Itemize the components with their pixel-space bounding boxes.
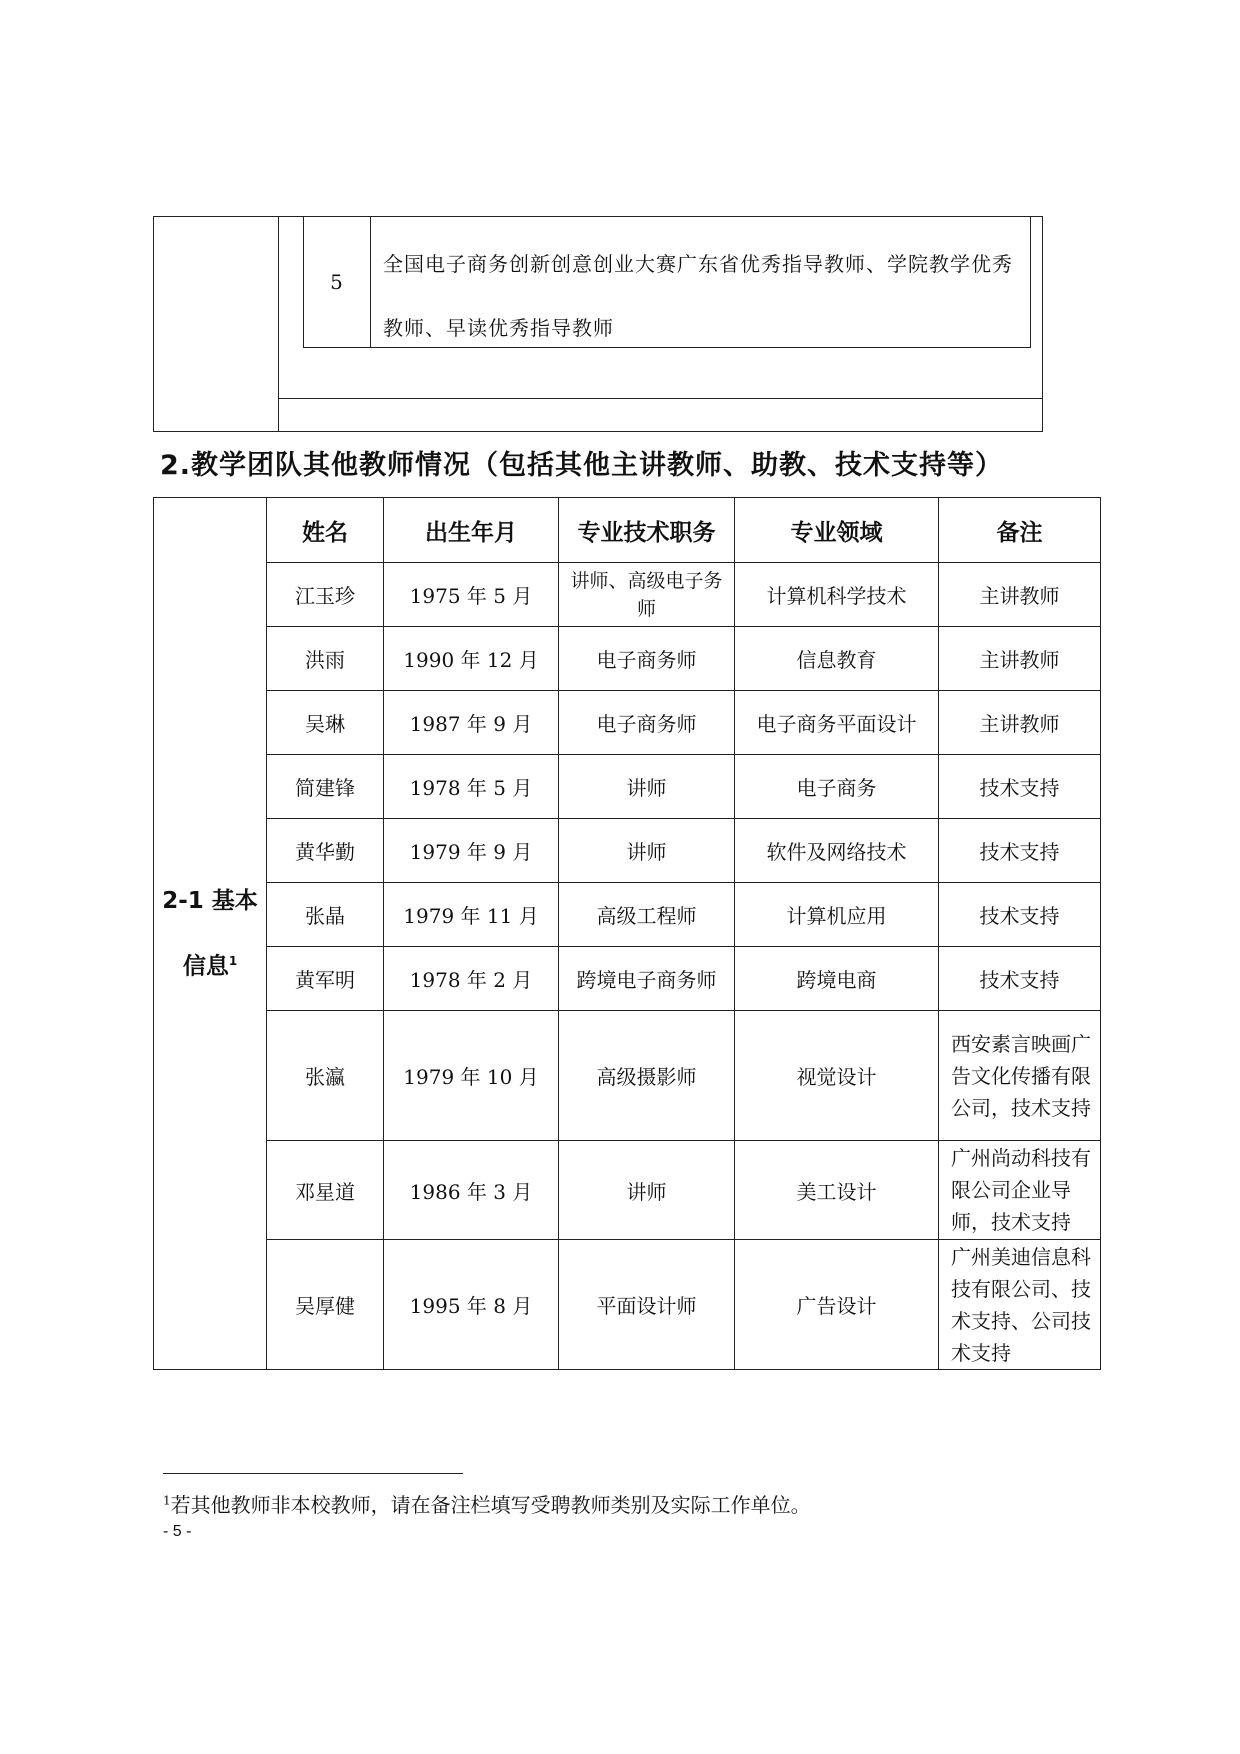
cell-title: 高级摄影师 [559, 1011, 735, 1141]
header-birth: 出生年月 [384, 498, 559, 563]
cell-birth: 1978 年 5 月 [384, 755, 559, 819]
cell-birth: 1990 年 12 月 [384, 627, 559, 691]
table-row [154, 883, 1101, 947]
cell-name: 江玉珍 [267, 563, 384, 627]
cell-name: 张瀛 [267, 1011, 384, 1141]
cell-note: 技术支持 [939, 819, 1101, 883]
table-row [154, 627, 1101, 691]
cell-note: 技术支持 [939, 947, 1101, 1011]
header-title: 专业技术职务 [559, 498, 735, 563]
cell-field: 广告设计 [735, 1240, 939, 1370]
table-row [154, 947, 1101, 1011]
cell-name: 吴琳 [267, 691, 384, 755]
cell-birth: 1975 年 5 月 [384, 563, 559, 627]
page-number: - 5 - [163, 1523, 192, 1540]
cell-title: 讲师 [559, 755, 735, 819]
cell-field: 电子商务 [735, 755, 939, 819]
cell-note: 主讲教师 [939, 563, 1101, 627]
cell-birth: 1986 年 3 月 [384, 1141, 559, 1240]
award-text: 全国电子商务创新创意创业大赛广东省优秀指导教师、学院教学优秀教师、早读优秀指导教师 [383, 252, 1013, 340]
cell-note: 西安素言映画广告文化传播有限公司，技术支持 [939, 1011, 1101, 1141]
cell-note: 主讲教师 [939, 627, 1101, 691]
footnote-mark: 1 [228, 953, 238, 968]
cell-name: 黄军明 [267, 947, 384, 1011]
cell-birth: 1978 年 2 月 [384, 947, 559, 1011]
table-row [154, 1011, 1101, 1141]
cell-note: 主讲教师 [939, 691, 1101, 755]
cell-name: 邓星道 [267, 1141, 384, 1240]
award-table-divider [278, 398, 1043, 399]
award-table-divider [278, 216, 279, 432]
cell-name: 黄华勤 [267, 819, 384, 883]
category-cell [154, 498, 267, 1370]
footnote [163, 1489, 811, 1518]
award-inner-divider [370, 216, 371, 348]
header-name: 姓名 [267, 498, 384, 563]
cell-birth: 1987 年 9 月 [384, 691, 559, 755]
cell-name: 洪雨 [267, 627, 384, 691]
cell-title: 讲师 [559, 819, 735, 883]
cell-field: 视觉设计 [735, 1011, 939, 1141]
team-table [153, 497, 1101, 1370]
cell-name: 张晶 [267, 883, 384, 947]
section-title: 2.教学团队其他教师情况（包括其他主讲教师、助教、技术支持等） [160, 450, 1004, 481]
cell-birth: 1979 年 9 月 [384, 819, 559, 883]
cell-name: 吴厚健 [267, 1240, 384, 1370]
cell-title: 讲师 [559, 1141, 735, 1240]
cell-birth: 1979 年 11 月 [384, 883, 559, 947]
footnote-text: 若其他教师非本校教师，请在备注栏填写受聘教师类别及实际工作单位。 [170, 1493, 811, 1517]
table-header-row [154, 498, 1101, 563]
cell-field: 信息教育 [735, 627, 939, 691]
cell-title: 高级工程师 [559, 883, 735, 947]
cell-field: 电子商务平面设计 [735, 691, 939, 755]
table-row [154, 691, 1101, 755]
cell-birth: 1979 年 10 月 [384, 1011, 559, 1141]
table-row [154, 1240, 1101, 1370]
cell-title: 讲师、高级电子务师 [559, 563, 735, 627]
header-note: 备注 [939, 498, 1101, 563]
cell-note: 广州尚动科技有限公司企业导师，技术支持 [939, 1141, 1101, 1240]
table-row [154, 755, 1101, 819]
cell-title: 跨境电子商务师 [559, 947, 735, 1011]
cell-title: 电子商务师 [559, 691, 735, 755]
cell-note: 技术支持 [939, 883, 1101, 947]
cell-birth: 1995 年 8 月 [384, 1240, 559, 1370]
cell-field: 美工设计 [735, 1141, 939, 1240]
footnote-mark: 1 [163, 1493, 171, 1508]
cell-note: 广州美迪信息科技有限公司、技术支持、公司技术支持 [939, 1240, 1101, 1370]
cell-title: 平面设计师 [559, 1240, 735, 1370]
cell-field: 计算机科学技术 [735, 563, 939, 627]
table-row [154, 1141, 1101, 1240]
cell-field: 跨境电商 [735, 947, 939, 1011]
cell-title: 电子商务师 [559, 627, 735, 691]
cell-note: 技术支持 [939, 755, 1101, 819]
cell-name: 简建锋 [267, 755, 384, 819]
header-field: 专业领域 [735, 498, 939, 563]
category-label: 2-1 基本信息 [162, 887, 258, 980]
table-row [154, 819, 1101, 883]
cell-field: 计算机应用 [735, 883, 939, 947]
footnote-separator [163, 1473, 463, 1474]
award-number: 5 [330, 270, 343, 294]
cell-field: 软件及网络技术 [735, 819, 939, 883]
table-row [154, 563, 1101, 627]
